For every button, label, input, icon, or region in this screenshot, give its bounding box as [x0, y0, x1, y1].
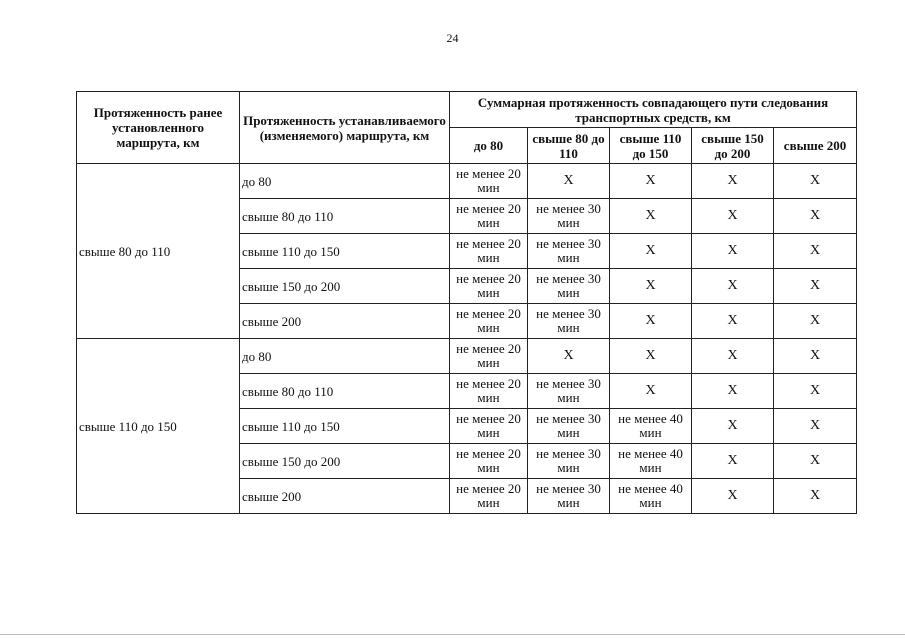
not-applicable-cell: X [692, 374, 774, 409]
header-new-route-length: Протяженность устанавливаемого (изменяемого) маршрута, км [240, 92, 450, 164]
header-overlap-col: до 80 [450, 128, 528, 164]
interval-requirement-cell: не менее 20 мин [450, 164, 528, 199]
new-route-length-cell: до 80 [240, 339, 450, 374]
interval-requirement-cell: не менее 40 мин [610, 409, 692, 444]
not-applicable-cell: X [610, 339, 692, 374]
interval-requirement-cell: не менее 20 мин [450, 199, 528, 234]
header-previous-route-length: Протяженность ранее установленного маршрута, км [77, 92, 240, 164]
not-applicable-cell: X [774, 199, 857, 234]
interval-requirement-cell: не менее 20 мин [450, 339, 528, 374]
not-applicable-cell: X [692, 164, 774, 199]
page-number: 24 [446, 31, 459, 45]
not-applicable-cell: X [610, 374, 692, 409]
interval-requirement-cell: не менее 30 мин [528, 304, 610, 339]
new-route-length-cell: до 80 [240, 164, 450, 199]
interval-requirement-cell: не менее 20 мин [450, 269, 528, 304]
not-applicable-cell: X [610, 304, 692, 339]
not-applicable-cell: X [692, 479, 774, 514]
interval-requirement-cell: не менее 30 мин [528, 234, 610, 269]
not-applicable-cell: X [774, 339, 857, 374]
interval-requirement-cell: не менее 40 мин [610, 479, 692, 514]
new-route-length-cell: свыше 110 до 150 [240, 234, 450, 269]
not-applicable-cell: X [528, 339, 610, 374]
interval-requirement-cell: не менее 30 мин [528, 269, 610, 304]
page-bottom-edge [0, 634, 905, 636]
not-applicable-cell: X [692, 339, 774, 374]
header-overlap-col: свыше 110 до 150 [610, 128, 692, 164]
header-overlap-length-group: Суммарная протяженность совпадающего пути следования транспортных средств, км [450, 92, 857, 128]
new-route-length-cell: свыше 150 до 200 [240, 269, 450, 304]
interval-requirement-cell: не менее 30 мин [528, 199, 610, 234]
table-body [77, 164, 857, 514]
not-applicable-cell: X [610, 199, 692, 234]
interval-requirement-cell: не менее 20 мин [450, 304, 528, 339]
interval-requirement-cell: не менее 20 мин [450, 444, 528, 479]
not-applicable-cell: X [692, 444, 774, 479]
interval-requirement-cell: не менее 20 мин [450, 479, 528, 514]
not-applicable-cell: X [774, 444, 857, 479]
new-route-length-cell: свыше 110 до 150 [240, 409, 450, 444]
not-applicable-cell: X [774, 164, 857, 199]
new-route-length-cell: свыше 80 до 110 [240, 199, 450, 234]
route-requirements-table [76, 91, 857, 514]
not-applicable-cell: X [610, 269, 692, 304]
not-applicable-cell: X [774, 304, 857, 339]
interval-requirement-cell: не менее 30 мин [528, 479, 610, 514]
table-row [77, 164, 857, 199]
not-applicable-cell: X [692, 234, 774, 269]
interval-requirement-cell: не менее 30 мин [528, 409, 610, 444]
interval-requirement-cell: не менее 30 мин [528, 444, 610, 479]
not-applicable-cell: X [528, 164, 610, 199]
not-applicable-cell: X [774, 374, 857, 409]
interval-requirement-cell: не менее 20 мин [450, 374, 528, 409]
previous-route-length-cell: свыше 80 до 110 [77, 164, 240, 339]
new-route-length-cell: свыше 150 до 200 [240, 444, 450, 479]
new-route-length-cell: свыше 80 до 110 [240, 374, 450, 409]
interval-requirement-cell: не менее 40 мин [610, 444, 692, 479]
new-route-length-cell: свыше 200 [240, 304, 450, 339]
header-overlap-col: свыше 150 до 200 [692, 128, 774, 164]
not-applicable-cell: X [692, 199, 774, 234]
not-applicable-cell: X [610, 164, 692, 199]
not-applicable-cell: X [610, 234, 692, 269]
not-applicable-cell: X [692, 409, 774, 444]
not-applicable-cell: X [774, 479, 857, 514]
not-applicable-cell: X [692, 269, 774, 304]
interval-requirement-cell: не менее 20 мин [450, 234, 528, 269]
header-overlap-col: свыше 80 до 110 [528, 128, 610, 164]
not-applicable-cell: X [774, 269, 857, 304]
header-overlap-col: свыше 200 [774, 128, 857, 164]
interval-requirement-cell: не менее 30 мин [528, 374, 610, 409]
table-row [77, 339, 857, 374]
interval-requirement-cell: не менее 20 мин [450, 409, 528, 444]
not-applicable-cell: X [774, 409, 857, 444]
not-applicable-cell: X [774, 234, 857, 269]
not-applicable-cell: X [692, 304, 774, 339]
new-route-length-cell: свыше 200 [240, 479, 450, 514]
previous-route-length-cell: свыше 110 до 150 [77, 339, 240, 514]
